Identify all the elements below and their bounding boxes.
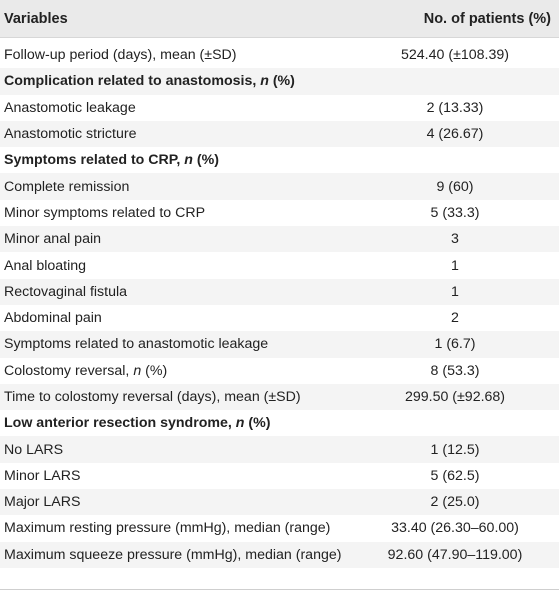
row-label: Colostomy reversal, n (%)	[4, 362, 168, 379]
row-value: 2 (13.33)	[426, 99, 484, 116]
table-body	[0, 38, 559, 568]
row-value: 4 (26.67)	[426, 126, 484, 143]
row-value: 8 (53.3)	[430, 362, 480, 379]
row-label: Maximum squeeze pressure (mmHg), median (range)	[4, 546, 342, 563]
row-label: Complete remission	[4, 178, 130, 195]
row-label: Anastomotic leakage	[4, 99, 136, 116]
row-label: Maximum resting pressure (mmHg), median (range)	[4, 520, 331, 537]
section-row-lars	[0, 410, 559, 436]
row-value: 1 (12.5)	[430, 441, 480, 458]
row-value: 3	[451, 231, 459, 248]
row-label: Symptoms related to anastomotic leakage	[4, 336, 269, 353]
table-row	[0, 95, 559, 121]
table-row	[0, 226, 559, 252]
row-value: 5 (62.5)	[430, 467, 480, 484]
row-label: Minor anal pain	[4, 231, 102, 248]
section-label: Complication related to anastomosis, n (%)	[4, 73, 295, 90]
table-row	[0, 200, 559, 226]
table-row	[0, 463, 559, 489]
table-row	[0, 173, 559, 199]
table-row	[0, 542, 559, 568]
row-label: Rectovaginal fistula	[4, 283, 128, 300]
row-label: No LARS	[4, 441, 64, 458]
table-row	[0, 121, 559, 147]
section-row-anastomosis	[0, 68, 559, 94]
table-row	[0, 436, 559, 462]
row-value: 5 (33.3)	[430, 204, 480, 221]
row-value: 1	[451, 257, 459, 274]
row-value: 1	[451, 283, 459, 300]
table-row	[0, 331, 559, 357]
row-label: Follow-up period (days), mean (±SD)	[4, 47, 237, 64]
table-row	[0, 489, 559, 515]
table-bottom-rule	[0, 589, 559, 590]
row-label: Anal bloating	[4, 257, 87, 274]
table-row	[0, 252, 559, 278]
table-row	[0, 305, 559, 331]
row-label: Major LARS	[4, 494, 81, 511]
row-label: Time to colostomy reversal (days), mean (±SD)	[4, 389, 301, 405]
row-value: 1 (6.7)	[434, 336, 476, 353]
section-label: Low anterior resection syndrome, n (%)	[4, 415, 271, 432]
section-row-crp	[0, 147, 559, 173]
table-row	[0, 42, 559, 68]
row-label: Minor LARS	[4, 467, 81, 484]
table-header	[0, 0, 559, 38]
row-value: 33.40 (26.30–60.00)	[391, 520, 519, 537]
row-value: 92.60 (47.90–119.00)	[387, 546, 523, 563]
row-value: 299.50 (±92.68)	[404, 389, 506, 405]
row-label: Anastomotic stricture	[4, 126, 137, 143]
table-row	[0, 358, 559, 384]
row-value: 2 (25.0)	[430, 494, 480, 511]
table-row	[0, 384, 559, 410]
header-variables: Variables	[4, 10, 68, 27]
header-patients: No. of patients (%)	[423, 10, 551, 27]
row-label: Minor symptoms related to CRP	[4, 204, 206, 221]
row-value: 2	[451, 310, 459, 327]
table-row	[0, 279, 559, 305]
row-label: Abdominal pain	[4, 310, 102, 327]
row-value: 9 (60)	[436, 178, 474, 195]
section-label: Symptoms related to CRP, n (%)	[4, 152, 219, 169]
table-row	[0, 515, 559, 541]
row-value: 524.40 (±108.39)	[401, 47, 509, 64]
